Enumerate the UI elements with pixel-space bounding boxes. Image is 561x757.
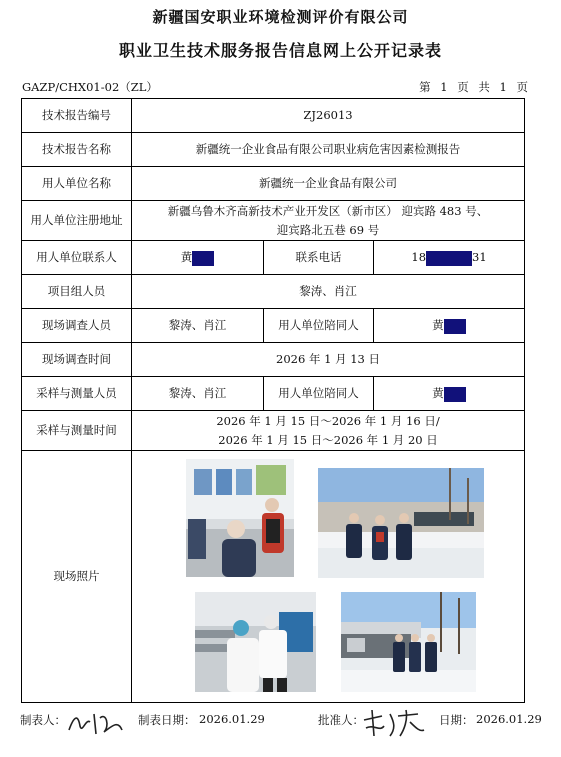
address-line-1: 新疆乌鲁木齐高新技术产业开发区（新市区） 迎宾路 483 号、 [167, 203, 489, 218]
label-employer-name: 用人单位名称 [22, 167, 132, 201]
preparer-signature [66, 708, 128, 743]
sampling-time-line-1: 2026 年 1 月 15 日～2026 年 1 月 16 日/ [216, 413, 440, 428]
row-report-no [22, 99, 525, 133]
approve-date: 2026.01.29 [476, 712, 542, 726]
handwritten-signature-approver [360, 706, 428, 740]
approver-label: 批准人： [318, 713, 364, 727]
redaction-box [426, 251, 472, 266]
handwritten-signature-preparer [66, 708, 128, 738]
row-employer-address [22, 201, 525, 241]
form-title: 职业卫生技术服务报告信息网上公开记录表 [118, 41, 442, 60]
value-phone [374, 241, 525, 275]
row-photos [22, 451, 525, 703]
sampling-time-line-2: 2026 年 1 月 15 日～2026 年 1 月 20 日 [218, 432, 438, 447]
address-line-2: 迎宾路北五巷 69 号 [276, 222, 380, 237]
page-number: 第 1 页 共 1 页 [419, 80, 531, 94]
contact-name-visible: 黄 [180, 250, 193, 264]
row-report-name [22, 133, 525, 167]
value-survey-companion [374, 309, 525, 343]
row-sampling-time [22, 411, 525, 451]
value-site-survey: 黎涛、肖江 [132, 309, 264, 343]
preparer-label: 制表人： [20, 713, 66, 727]
document-code: GAZP/CHX01-02（ZL） [22, 80, 158, 94]
phone-suffix: 31 [472, 250, 487, 264]
approve-date-label: 日期： [439, 713, 474, 727]
value-contact-person [132, 241, 264, 275]
row-employer-name [22, 167, 525, 201]
label-sampling-companion: 用人单位陪同人 [264, 377, 374, 411]
row-survey-time [22, 343, 525, 377]
company-name: 新疆国安职业环境检测评价有限公司 [152, 8, 409, 26]
label-sampling-time: 采样与测量时间 [22, 411, 132, 451]
redaction-box [444, 387, 466, 402]
prep-date-label: 制表日期： [138, 713, 196, 727]
value-sampling-companion [374, 377, 525, 411]
label-employer-address: 用人单位注册地址 [22, 201, 132, 241]
row-project-members [22, 275, 525, 309]
prep-date: 2026.01.29 [199, 712, 265, 726]
redaction-box [444, 319, 466, 334]
label-report-no: 技术报告编号 [22, 99, 132, 133]
phone-prefix: 18 [411, 250, 427, 264]
label-employer-contact: 用人单位联系人 [22, 241, 132, 275]
value-employer-name: 新疆统一企业食品有限公司 [132, 167, 525, 201]
label-survey-time: 现场调查时间 [22, 343, 132, 377]
site-photo-outdoor-group-2 [341, 592, 476, 692]
label-sampling-staff: 采样与测量人员 [22, 377, 132, 411]
label-phone: 联系电话 [264, 241, 374, 275]
redaction-box [192, 251, 214, 266]
row-sampling-staff [22, 377, 525, 411]
row-employer-contact [22, 241, 525, 275]
value-report-no: ZJ26013 [132, 99, 525, 133]
label-site-survey: 现场调查人员 [22, 309, 132, 343]
value-employer-address [132, 201, 525, 241]
label-photos: 现场照片 [22, 451, 132, 703]
approver-signature [360, 706, 428, 745]
site-photo-outdoor-group [318, 468, 484, 578]
site-photo-workshop [195, 592, 316, 692]
label-survey-companion: 用人单位陪同人 [264, 309, 374, 343]
value-sampling-staff: 黎涛、肖江 [132, 377, 264, 411]
label-project-members: 项目组人员 [22, 275, 132, 309]
record-table [21, 98, 525, 703]
companion-name-visible: 黄 [432, 318, 444, 332]
value-sampling-time [132, 411, 525, 451]
value-project-members: 黎涛、肖江 [132, 275, 525, 309]
label-report-name: 技术报告名称 [22, 133, 132, 167]
site-photo-meeting [186, 459, 294, 577]
photo-area [132, 451, 525, 703]
companion-name-visible: 黄 [432, 386, 444, 400]
value-report-name: 新疆统一企业食品有限公司职业病危害因素检测报告 [132, 133, 525, 167]
value-survey-time: 2026 年 1 月 13 日 [132, 343, 525, 377]
row-site-survey [22, 309, 525, 343]
